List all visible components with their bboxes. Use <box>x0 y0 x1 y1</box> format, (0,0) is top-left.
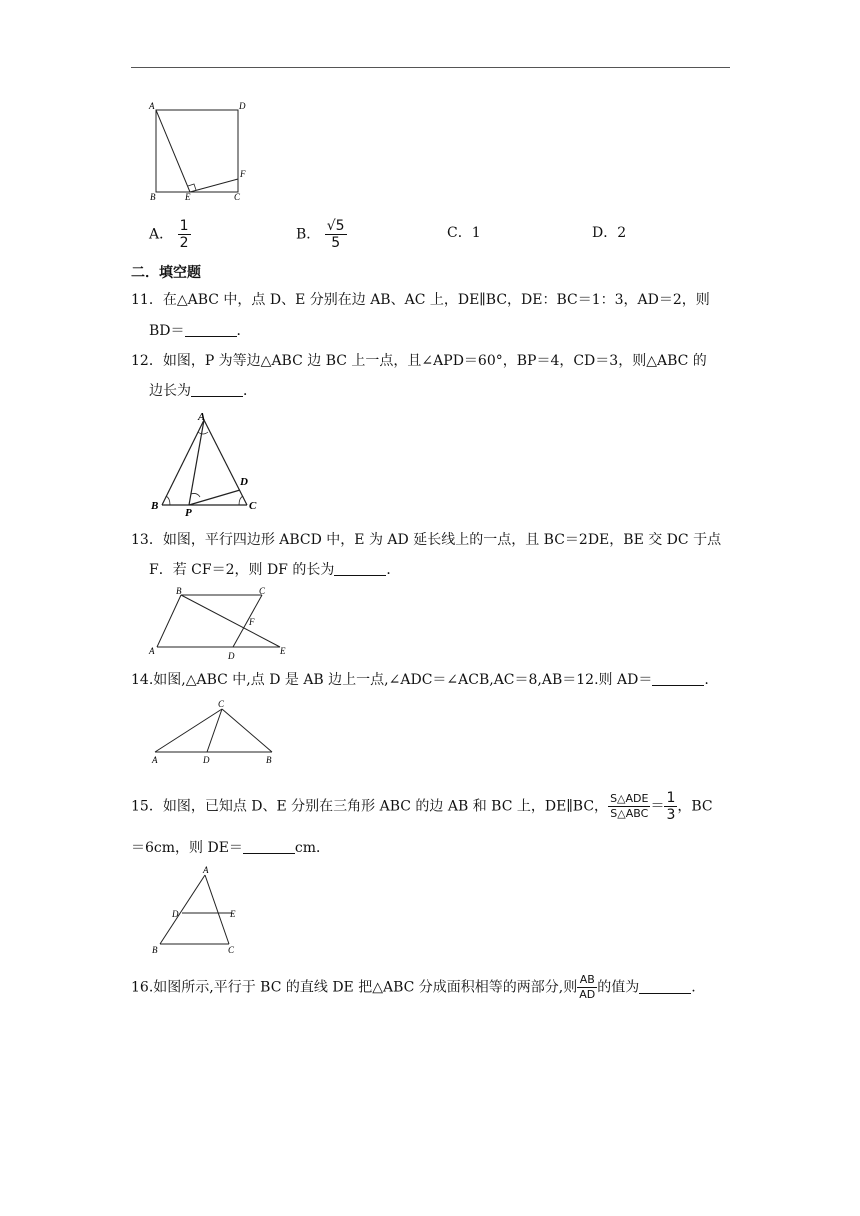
label-D: D <box>240 476 248 488</box>
label-C: C <box>249 500 257 512</box>
q11-line2-suffix: ． <box>236 323 251 339</box>
q13-line2-suffix: ． <box>386 562 401 578</box>
q16-fraction <box>577 973 597 1002</box>
q15-area-ratio <box>608 792 650 821</box>
label-P: P <box>185 507 192 518</box>
q11-line2-prefix: BD＝ <box>149 323 185 339</box>
label-D: D <box>203 755 210 765</box>
q15-value-fraction <box>664 790 677 823</box>
label-C: C <box>228 945 235 955</box>
q11-line1: 11．在△ABC 中，点 D、E 分别在边 AB、AC 上，DE∥BC，DE：BC＝1：3，AD＝2，则 <box>131 292 710 308</box>
q13-line2-prefix: F．若 CF＝2，则 DF 的长为 <box>149 562 335 578</box>
q15-suffix: ，BC <box>677 798 713 815</box>
option-b-fraction <box>325 218 347 251</box>
q16-numerator: AB <box>577 973 597 988</box>
q13-answer-blank <box>334 561 386 576</box>
label-B: B <box>152 945 158 955</box>
option-a-numerator: 1 <box>179 218 189 234</box>
q15-line2-suffix: cm． <box>294 840 331 856</box>
q16-denominator: AD <box>579 988 596 1001</box>
option-b-denominator: 5 <box>331 235 341 251</box>
q12-answer-blank <box>191 382 243 397</box>
q14-text: 14.如图,△ABC 中,点 D 是 AB 边上一点,∠ADC＝∠ACB,AC＝8,AB＝12.则 AD＝ <box>131 672 653 688</box>
label-B: B <box>176 586 182 596</box>
label-F: F <box>240 169 246 179</box>
q12-line2-prefix: 边长为 <box>149 383 191 399</box>
label-D: D <box>239 101 246 111</box>
label-D: D <box>172 909 179 919</box>
section-heading: 二．填空题 <box>131 265 201 281</box>
q16-end: . <box>691 979 696 996</box>
q15-line2-prefix: ＝6cm，则 DE＝ <box>131 840 243 856</box>
figure-parallelogram <box>145 585 295 662</box>
option-a-fraction <box>178 218 191 251</box>
label-A: A <box>198 411 206 423</box>
option-c: C．1 <box>447 225 481 241</box>
label-D: D <box>228 651 235 661</box>
label-A: A <box>203 865 209 875</box>
q16-text: 16.如图所示,平行于 BC 的直线 DE 把△ABC 分成面积相等的两部分,则 <box>131 979 578 996</box>
q15-value-denominator: 3 <box>666 807 676 823</box>
q16-line <box>131 973 696 1002</box>
q14-line <box>131 670 709 690</box>
q15-ratio-numerator: S△ADE <box>610 792 649 805</box>
label-F: F <box>249 617 255 627</box>
q14-suffix: . <box>704 672 709 688</box>
option-b-numerator: √5 <box>326 218 345 234</box>
header-rule <box>131 67 730 68</box>
q15-equals: ＝ <box>650 798 665 815</box>
q15-ratio-denominator: S△ABC <box>610 807 649 820</box>
option-d: D．2 <box>592 225 627 241</box>
option-b-label: B． <box>296 226 321 243</box>
label-C: C <box>234 192 241 202</box>
q15-text: 15．如图，已知点 D、E 分别在三角形 ABC 的边 AB 和 BC 上，DE∥BC， <box>131 798 609 815</box>
label-A: A <box>149 101 155 111</box>
q15-line2 <box>131 838 330 858</box>
q15-line1 <box>131 790 713 823</box>
option-a-denominator: 2 <box>179 235 189 251</box>
q13-line2 <box>149 560 400 580</box>
q14-answer-blank <box>652 671 704 686</box>
q15-answer-blank <box>243 839 295 854</box>
q15-value-numerator: 1 <box>666 790 676 806</box>
label-C: C <box>259 586 266 596</box>
q13-line1: 13．如图，平行四边形 ABCD 中，E 为 AD 延长线上的一点，且 BC＝2DE，BE 交 DC 于点 <box>131 532 722 548</box>
option-b <box>296 218 347 251</box>
q11-line2 <box>149 321 251 341</box>
figure-triangle-14 <box>145 698 285 768</box>
q11-answer-blank <box>185 322 237 337</box>
q12-line1: 12．如图，P 为等边△ABC 边 BC 上一点，且∠APD＝60°，BP＝4，CD＝3，则△ABC 的 <box>131 353 707 369</box>
label-B: B <box>266 755 272 765</box>
figure-triangle-15 <box>145 862 250 960</box>
label-B: B <box>151 500 159 512</box>
label-E: E <box>280 646 286 656</box>
label-A: A <box>149 646 155 656</box>
label-A: A <box>152 755 158 765</box>
label-E: E <box>185 192 191 202</box>
figure-equilateral-triangle <box>145 408 270 518</box>
option-a <box>149 218 191 251</box>
q12-line2 <box>149 381 257 401</box>
option-a-label: A． <box>149 226 174 243</box>
label-C: C <box>218 699 225 709</box>
q16-suffix: 的值为 <box>597 979 640 996</box>
label-B: B <box>150 192 156 202</box>
label-E: E <box>230 909 236 919</box>
figure-square-abcd <box>145 100 255 205</box>
q12-line2-suffix: ． <box>243 383 257 399</box>
q16-answer-blank <box>639 979 691 994</box>
